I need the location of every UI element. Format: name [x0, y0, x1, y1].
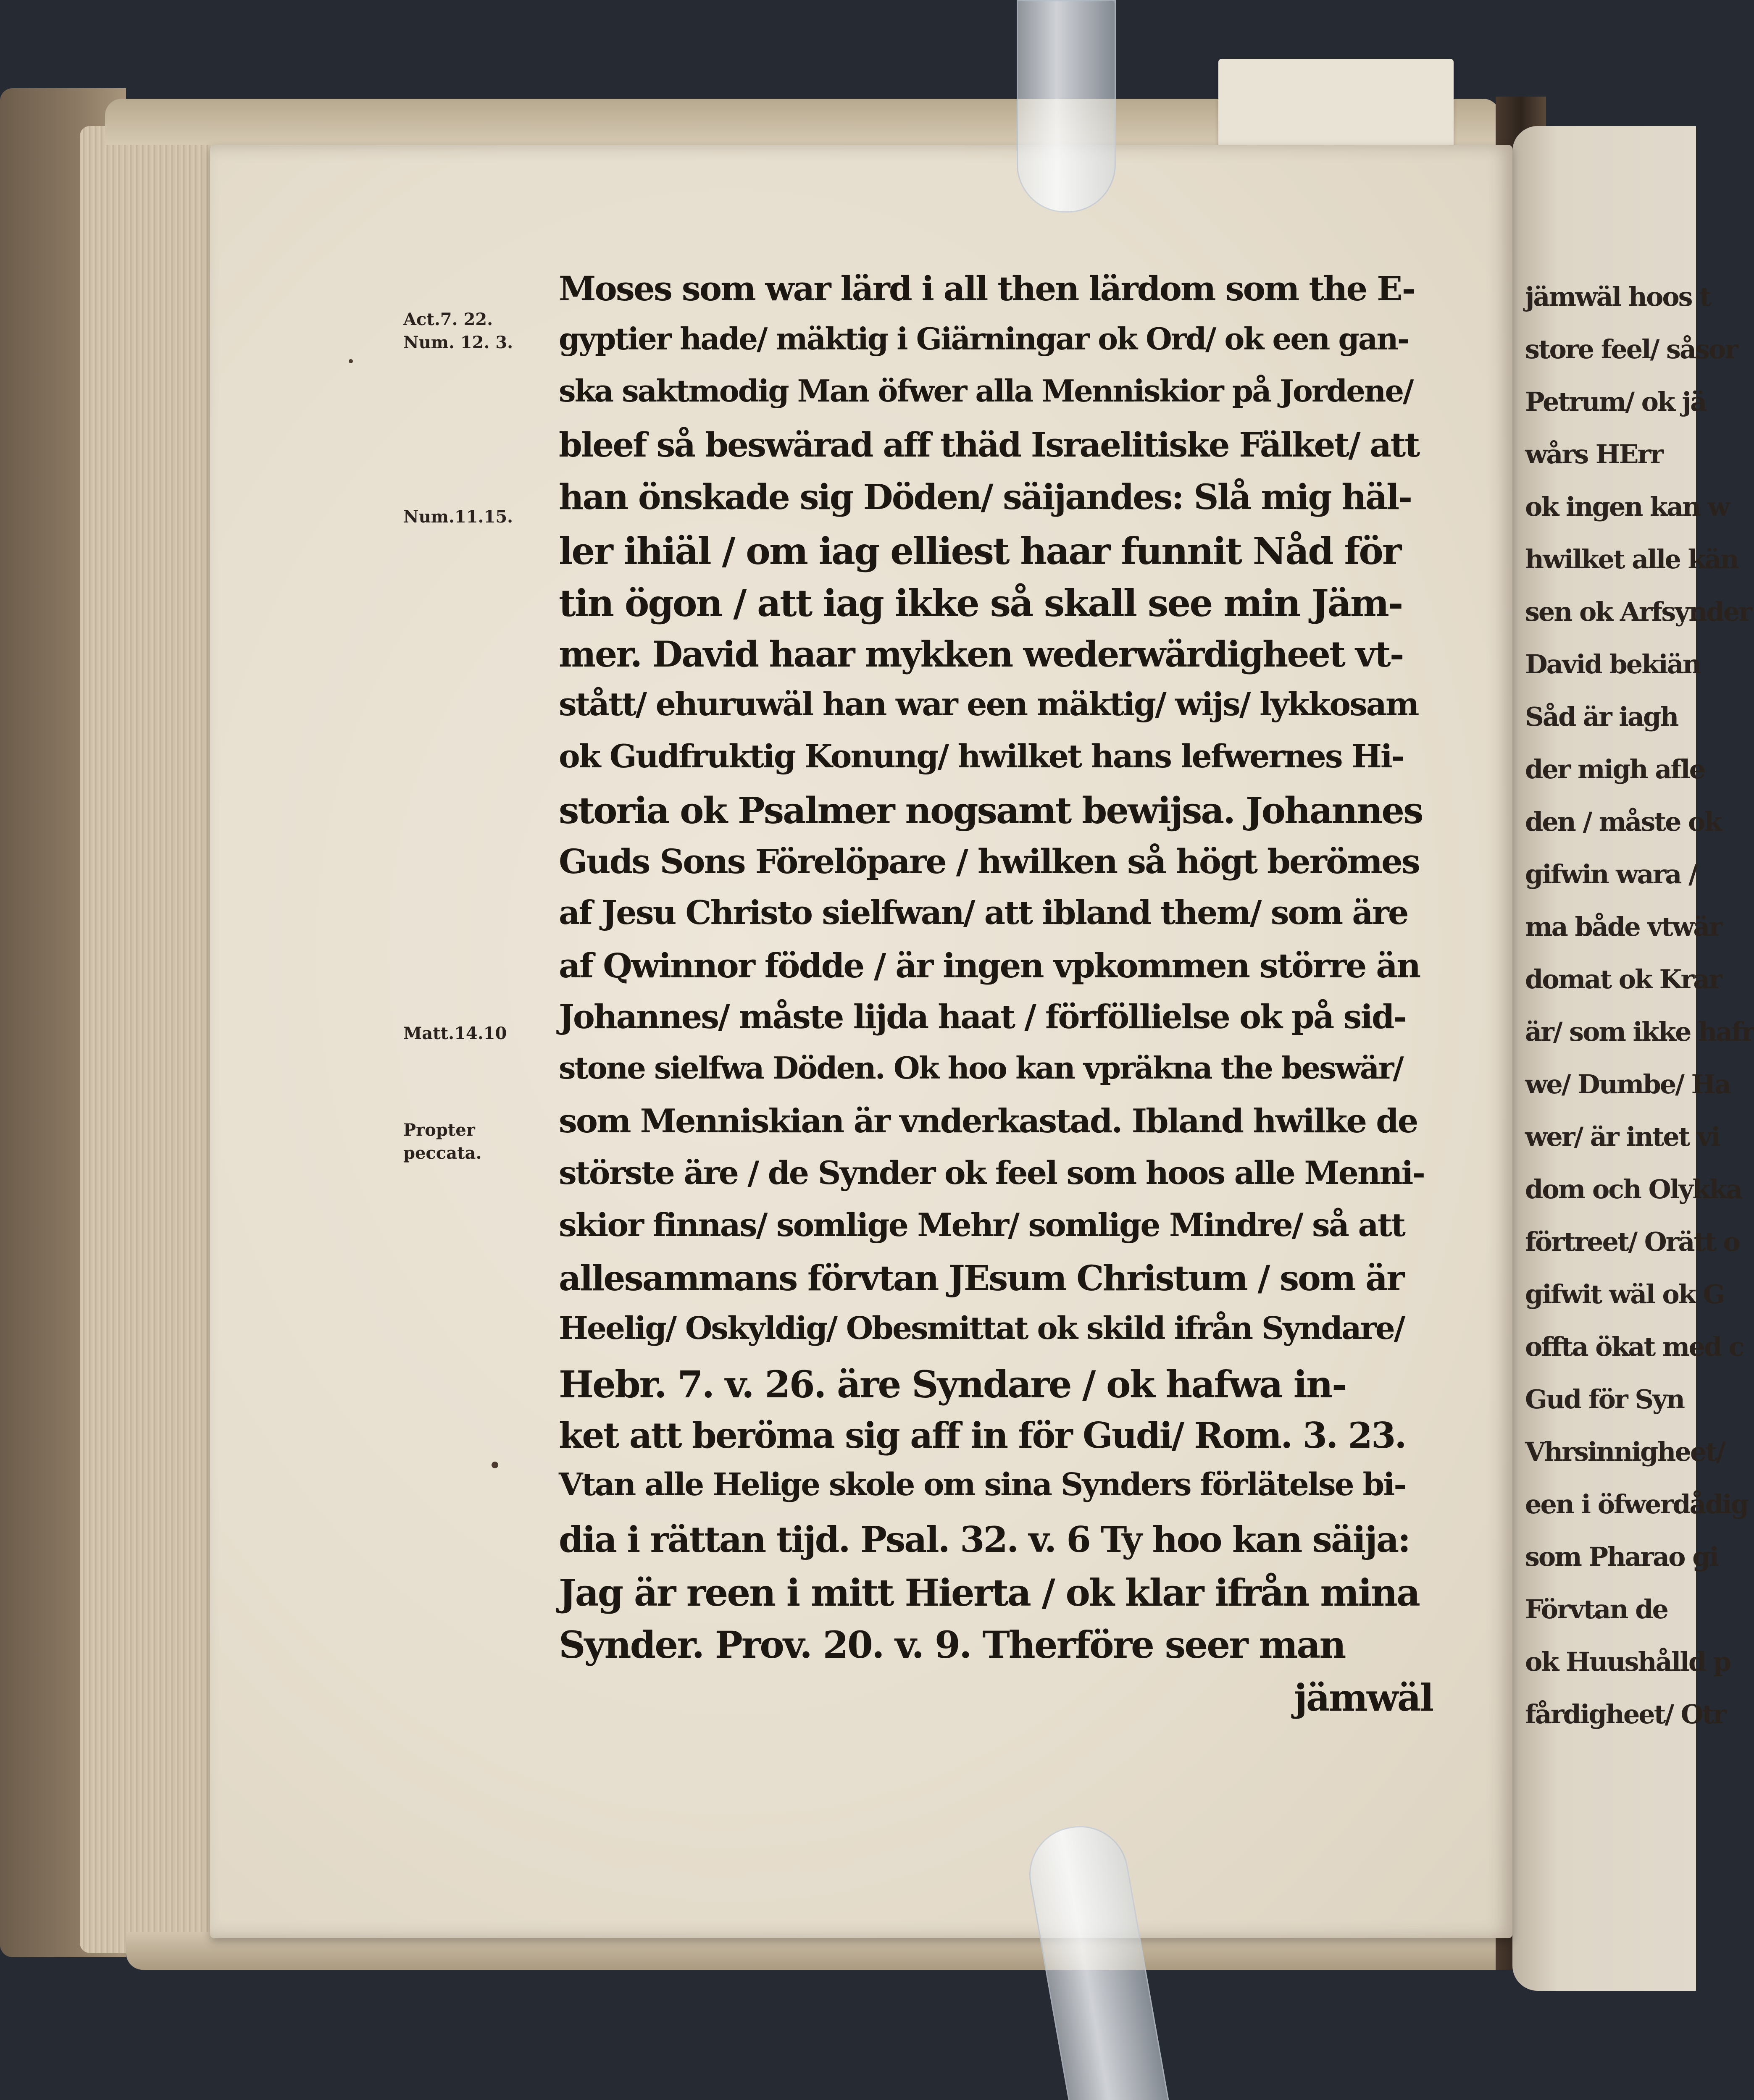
facing-page-line: ok ingen kan w — [1525, 491, 1729, 522]
facing-page-line: David bekiän — [1525, 649, 1701, 680]
text-line: ska saktmodig Man öfwer alla Menniskior på Jordene/ — [559, 373, 1413, 409]
margin-note-numbers-2: Num.11.15. — [403, 507, 513, 527]
text-line: Heelig/ Oskyldig/ Obesmittat ok skild ifrån Syndare/ — [559, 1310, 1404, 1347]
facing-page-line: store feel/ såsor — [1525, 334, 1737, 365]
facing-page-line: gifwit wäl ok G — [1525, 1279, 1724, 1310]
facing-page-line: den / måste ok — [1525, 806, 1721, 837]
facing-page-line: wer/ är intet vi — [1525, 1121, 1720, 1152]
facing-page-line: Förvtan de — [1525, 1594, 1667, 1625]
text-line: af Jesu Christo sielfwan/ att ibland them/ som äre — [559, 894, 1408, 932]
facing-page-line: Vhrsinnigheet/ — [1525, 1436, 1725, 1467]
facing-page-line: domat ok Krar — [1525, 964, 1721, 995]
facing-page-line: wårs HErr — [1525, 439, 1662, 470]
text-line: af Qwinnor födde / är ingen vpkommen större än — [559, 946, 1420, 985]
text-line: bleef så beswärad aff thäd Israelitiske Fälket/ att — [559, 425, 1419, 465]
text-line: Moses som war lärd i all then lärdom som the E- — [559, 269, 1415, 308]
facing-page-line: we/ Dumbe/ Ha — [1525, 1069, 1730, 1100]
margin-note-peccata: peccata. — [403, 1143, 482, 1163]
text-line: storia ok Psalmer nogsamt bewijsa. Johannes — [559, 790, 1423, 832]
facing-page-line: Gud för Syn — [1525, 1384, 1684, 1415]
facing-page-line: offta ökat med c — [1525, 1331, 1743, 1362]
text-line: mer. David haar mykken wederwärdigheet vt- — [559, 633, 1403, 675]
facing-page-line: sen ok Arfsynder — [1525, 596, 1751, 627]
page-clip-top — [1017, 0, 1116, 213]
facing-page-line: gifwin wara / — [1525, 859, 1697, 890]
text-line: störste äre / de Synder ok feel som hoos alle Menni- — [559, 1154, 1424, 1192]
text-line: gyptier hade/ mäktig i Giärningar ok Ord/ ok een gan- — [559, 321, 1409, 357]
facing-page-line: ok Huushålld p — [1525, 1646, 1730, 1677]
text-line: ler ihiäl / om iag elliest haar funnit Nåd för — [559, 529, 1401, 573]
margin-note-matthew: Matt.14.10 — [403, 1024, 507, 1043]
facing-page-line: är/ som ikke hafr — [1525, 1016, 1754, 1047]
text-line: stone sielfwa Döden. Ok hoo kan vpräkna the beswär/ — [559, 1050, 1403, 1086]
facing-page-line: jämwäl hoos t — [1525, 281, 1710, 312]
text-line: Hebr. 7. v. 26. äre Syndare / ok hafwa in- — [559, 1362, 1346, 1406]
text-line: Vtan alle Helige skole om sina Synders förlätelse bi- — [559, 1467, 1406, 1503]
text-line: Jag är reen i mitt Hierta / ok klar ifrån mina — [559, 1571, 1419, 1614]
facing-page-line: som Pharao gi — [1525, 1541, 1718, 1572]
facing-page-line: fårdigheet/ Otr — [1525, 1699, 1725, 1730]
margin-note-numbers: Num. 12. 3. — [403, 333, 513, 352]
text-line: han önskade sig Döden/ säijandes: Slå mig häl- — [559, 477, 1412, 517]
facing-page-line: ma både vtwär — [1525, 911, 1722, 942]
text-line: ket att beröma sig aff in för Gudi/ Rom. 3. 23. — [559, 1415, 1406, 1456]
text-line: Johannes/ måste lijda haat / förföllielse ok på sid- — [559, 998, 1406, 1036]
paper-tab — [1218, 59, 1454, 160]
margin-note-acts: Act.7. 22. — [403, 310, 493, 329]
text-line: dia i rättan tijd. Psal. 32. v. 6 Ty hoo kan säija: — [559, 1519, 1410, 1560]
facing-page-line: hwilket alle kän — [1525, 544, 1738, 575]
catchword: jämwäl — [1294, 1676, 1433, 1719]
facing-page-line: een i öfwerdådig — [1525, 1489, 1748, 1520]
text-line: Guds Sons Förelöpare / hwilken så högt berömes — [559, 842, 1419, 881]
ink-spot — [492, 1462, 498, 1468]
facing-page-line: förtreet/ Orätt o — [1525, 1226, 1739, 1257]
text-line: allesammans förvtan JEsum Christum / som är — [559, 1258, 1404, 1299]
facing-page-line: Petrum/ ok jä — [1525, 386, 1706, 417]
facing-page — [1512, 126, 1754, 1991]
text-line: Synder. Prov. 20. v. 9. Therföre seer man — [559, 1623, 1345, 1667]
text-line: som Menniskian är vnderkastad. Ibland hwilke de — [559, 1102, 1417, 1140]
facing-page-line: der migh afle — [1525, 754, 1705, 785]
facing-page-line: dom och Olykka — [1525, 1174, 1742, 1205]
text-line: ok Gudfruktig Konung/ hwilket hans lefwernes Hi- — [559, 738, 1404, 775]
ink-spot — [349, 359, 353, 363]
margin-note-propter: Propter — [403, 1120, 475, 1140]
text-line: stått/ ehuruwäl han war een mäktig/ wijs/ lykkosam — [559, 685, 1418, 723]
text-line: tin ögon / att iag ikke så skall see min Jäm- — [559, 581, 1402, 625]
text-line: skior finnas/ somlige Mehr/ somlige Mindre/ så att — [559, 1206, 1404, 1244]
facing-page-line: Såd är iagh — [1525, 701, 1678, 732]
